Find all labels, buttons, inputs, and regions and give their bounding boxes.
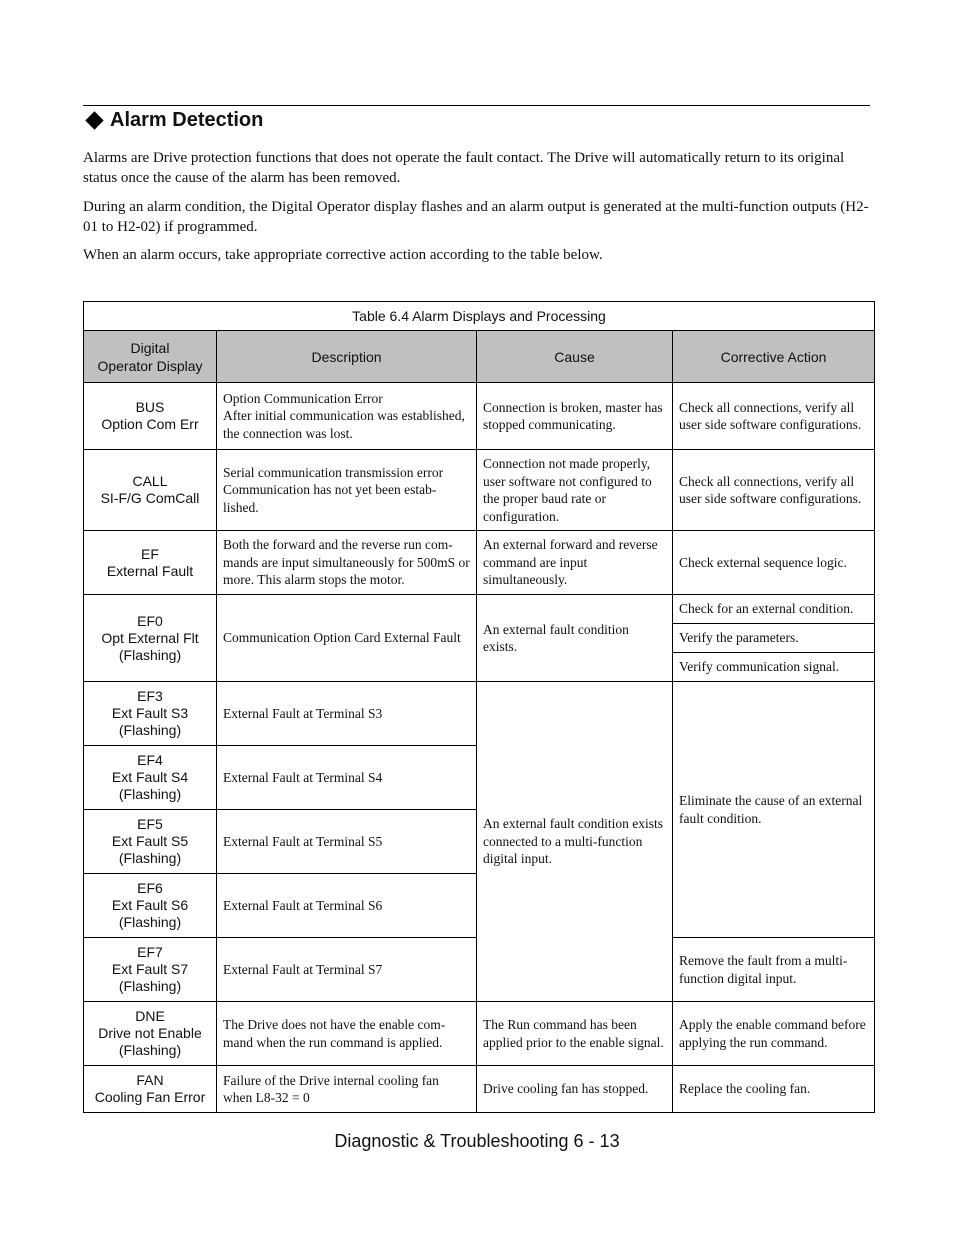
paragraph-alarm-condition: During an alarm condition, the Digital Operator display flashes and an alarm output is generated at the multi-function outputs (H2-01 to H2-02) if programmed. <box>83 199 869 235</box>
table-row <box>84 531 875 595</box>
description-cell: Failure of the Drive internal cooling fan when L8-32 = 0 <box>217 1066 477 1113</box>
description-cell: External Fault at Terminal S7 <box>217 938 477 1002</box>
description-cell: The Drive does not have the enable com-mand when the run command is applied. <box>217 1002 477 1066</box>
page-footer: Diagnostic & Troubleshooting 6 - 13 <box>334 1131 620 1151</box>
paragraph-intro: Alarms are Drive protection functions that does not operate the fault contact. The Drive will automatically return to its original status once the cause of the alarm has been removed. <box>83 150 845 186</box>
display-cell: EF3 Ext Fault S3 (Flashing) <box>84 682 217 746</box>
action-cell: Check external sequence logic. <box>673 531 875 595</box>
description-cell: External Fault at Terminal S3 <box>217 682 477 746</box>
description-cell: Both the forward and the reverse run com-mands are input simultaneously for 500mS or more. This alarm stops the motor. <box>217 531 477 595</box>
alarm-table <box>83 301 875 1113</box>
action-cell: Check for an external condition. <box>673 595 875 624</box>
section-title: Alarm Detection <box>110 109 264 131</box>
diamond-bullet-icon <box>85 111 103 129</box>
table-row <box>84 595 875 624</box>
display-cell: EF5 Ext Fault S5 (Flashing) <box>84 810 217 874</box>
action-cell: Check all connections, verify all user side software configurations. <box>673 450 875 531</box>
cause-cell: Drive cooling fan has stopped. <box>477 1066 673 1113</box>
action-cell: Eliminate the cause of an external fault condition. <box>673 682 875 938</box>
display-cell: EF6 Ext Fault S6 (Flashing) <box>84 874 217 938</box>
top-rule <box>83 105 870 106</box>
header-cause: Cause <box>477 331 673 383</box>
action-cell: Apply the enable command before applying the run command. <box>673 1002 875 1066</box>
description-cell: External Fault at Terminal S4 <box>217 746 477 810</box>
header-description: Description <box>217 331 477 383</box>
action-cell: Verify communication signal. <box>673 653 875 682</box>
action-cell: Check all connections, verify all user side software configurations. <box>673 383 875 450</box>
action-cell: Replace the cooling fan. <box>673 1066 875 1113</box>
action-cell: Remove the fault from a multi-function digital input. <box>673 938 875 1002</box>
section-heading <box>84 109 263 132</box>
cause-cell: An external fault condition exists. <box>477 595 673 682</box>
table-caption: Table 6.4 Alarm Displays and Processing <box>84 302 875 331</box>
cause-cell: The Run command has been applied prior to the enable signal. <box>477 1002 673 1066</box>
description-cell: External Fault at Terminal S6 <box>217 874 477 938</box>
display-cell: CALL SI-F/G ComCall <box>84 450 217 531</box>
cause-cell: Connection is broken, master has stopped communicating. <box>477 383 673 450</box>
display-cell: DNE Drive not Enable (Flashing) <box>84 1002 217 1066</box>
description-cell: Communication Option Card External Fault <box>217 595 477 682</box>
table-row <box>84 1066 875 1113</box>
cause-cell: An external fault condition exists connected to a multi-function digital input. <box>477 682 673 1002</box>
description-cell: Option Communication Error After initial communication was established, the connection was lost. <box>217 383 477 450</box>
header-action: Corrective Action <box>673 331 875 383</box>
table-row <box>84 682 875 746</box>
display-cell: BUS Option Com Err <box>84 383 217 450</box>
cause-cell: Connection not made properly, user software not configured to the proper baud rate or configuration. <box>477 450 673 531</box>
display-cell: EF0 Opt External Flt (Flashing) <box>84 595 217 682</box>
table-row <box>84 1002 875 1066</box>
paragraph-corrective: When an alarm occurs, take appropriate corrective action according to the table below. <box>83 247 603 263</box>
table-row <box>84 383 875 450</box>
description-cell: External Fault at Terminal S5 <box>217 810 477 874</box>
display-cell: EF4 Ext Fault S4 (Flashing) <box>84 746 217 810</box>
display-cell: FAN Cooling Fan Error <box>84 1066 217 1113</box>
display-cell: EF7 Ext Fault S7 (Flashing) <box>84 938 217 1002</box>
table-row <box>84 450 875 531</box>
description-cell: Serial communication transmission error Communication has not yet been estab-lished. <box>217 450 477 531</box>
header-display: Digital Operator Display <box>84 331 217 383</box>
cause-cell: An external forward and reverse command are input simultaneously. <box>477 531 673 595</box>
display-cell: EF External Fault <box>84 531 217 595</box>
action-cell: Verify the parameters. <box>673 624 875 653</box>
